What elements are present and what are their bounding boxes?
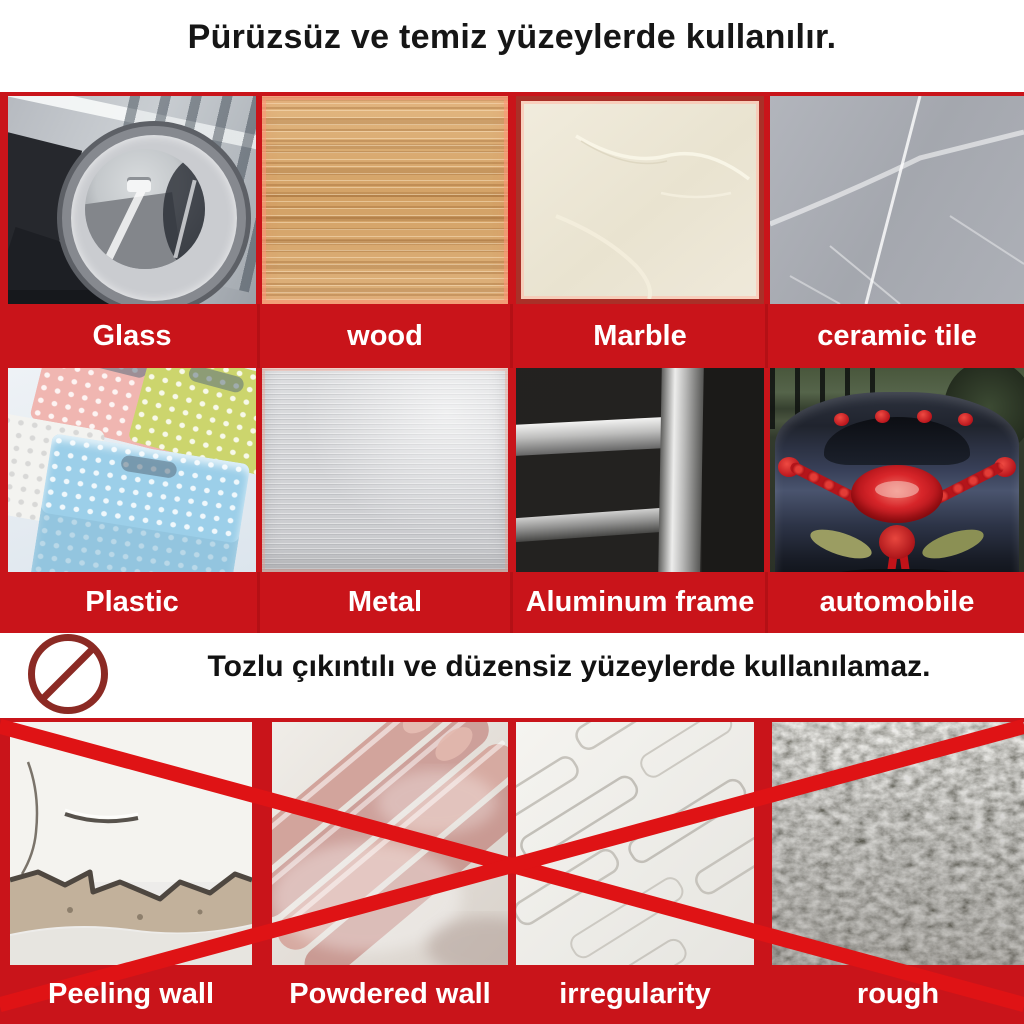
aluminum-horizontal-bar-lower	[516, 507, 666, 542]
prohibition-text: Tozlu çıkıntılı ve düzensiz yüzeylerde kullanılamaz.	[207, 650, 931, 683]
gold-leaves-left	[807, 524, 875, 565]
forbidden-surfaces-panel	[0, 718, 1024, 1024]
aluminum-vertical-bar	[658, 368, 704, 572]
roof-bow	[958, 413, 973, 426]
label-powdered-wall: Powdered wall	[289, 978, 491, 1010]
blind-spot-mirror-glass	[85, 149, 205, 269]
automobile-image	[770, 368, 1024, 572]
roof-bow	[834, 413, 849, 426]
roof-bow	[917, 410, 932, 423]
plastic-image	[8, 368, 256, 572]
gold-leaves-right	[919, 524, 987, 565]
metal-image	[262, 368, 508, 572]
tile-veins	[770, 96, 1024, 304]
label-aluminum-frame: Aluminum frame	[525, 586, 755, 618]
label-plastic: Plastic	[85, 586, 179, 618]
marble-veins	[521, 101, 759, 299]
label-wood: wood	[347, 319, 423, 352]
prohibition-icon	[28, 634, 108, 714]
label-metal: Metal	[347, 586, 423, 618]
label-irregularity: irregularity	[559, 978, 711, 1010]
label-rough: rough	[856, 978, 940, 1010]
label-peeling-wall: Peeling wall	[48, 978, 214, 1010]
car-body	[775, 392, 1019, 572]
label-automobile: automobile	[819, 586, 975, 618]
allowed-row1-label-band	[0, 304, 1024, 368]
glass-image	[8, 96, 256, 304]
wood-image	[262, 96, 508, 304]
label-marble: Marble	[593, 319, 687, 352]
reflected-car	[127, 177, 151, 192]
bouquet-flower	[879, 525, 915, 559]
forbidden-label-band	[0, 965, 1024, 1024]
label-glass: Glass	[92, 319, 172, 352]
allowed-surfaces-panel	[0, 92, 1024, 633]
roof-bow	[875, 410, 890, 423]
aluminum-horizontal-bar	[516, 417, 666, 456]
page-title: Pürüzsüz ve temiz yüzeylerde kullanılır.	[187, 18, 837, 56]
aluminum-frame-image	[516, 368, 764, 572]
marble-image	[516, 96, 764, 304]
label-ceramic-tile: ceramic tile	[817, 319, 977, 352]
blind-spot-mirror-ring	[62, 126, 246, 304]
ceramic-tile-image	[770, 96, 1024, 304]
red-flower-wreath	[851, 465, 943, 523]
allowed-row2-label-band	[0, 572, 1024, 633]
